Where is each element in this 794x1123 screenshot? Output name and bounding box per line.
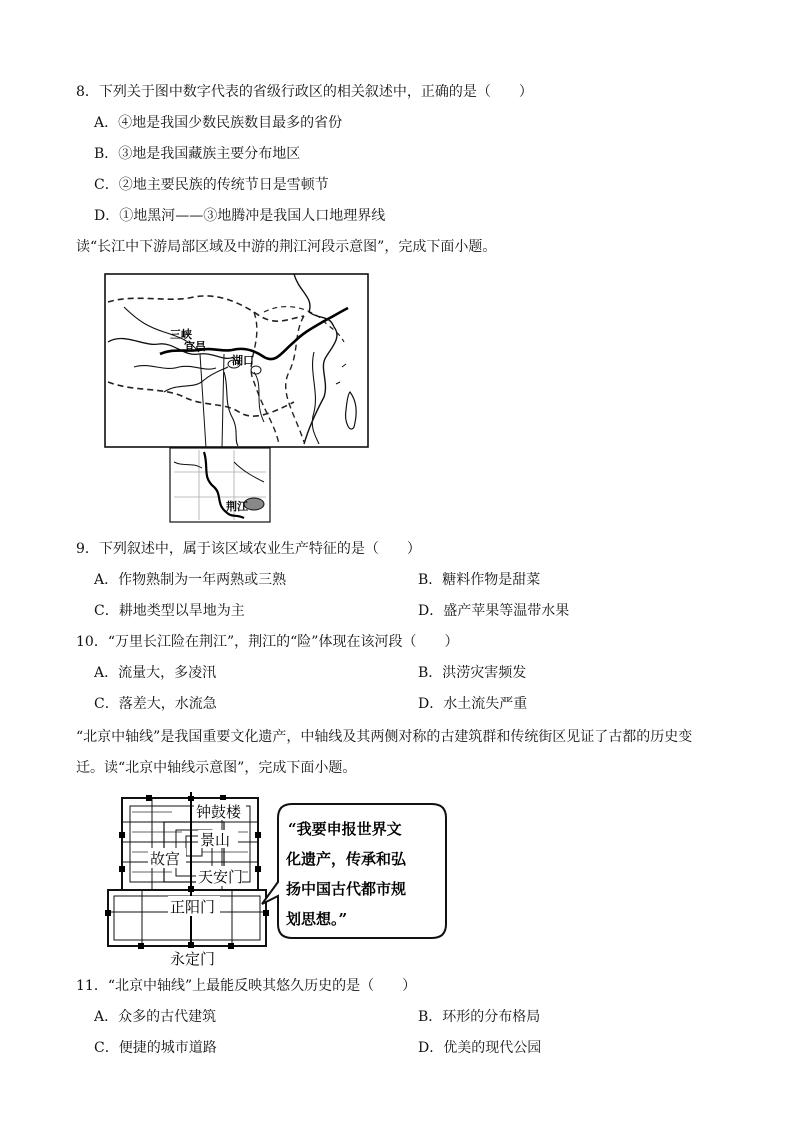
- intro-yangtze: 读“长江中下游局部区域及中游的荆江河段示意图”，完成下面小题。: [76, 239, 497, 255]
- q11-option-c: C．便捷的城市道路: [94, 1040, 217, 1056]
- label-yongdingmen: 永定门: [170, 950, 216, 968]
- bubble-line-4: 划思想。”: [286, 910, 348, 928]
- intro-beijing-line1: “北京中轴线”是我国重要文化遗产，中轴线及其两侧对称的古建筑群和传统街区见证了古都的历史变: [76, 729, 693, 745]
- q11-option-b: B．环形的分布格局: [418, 1009, 541, 1025]
- q8-stem: 8．下列关于图中数字代表的省级行政区的相关叙述中，正确的是（ ）: [76, 84, 533, 100]
- q11-option-a: A．众多的古代建筑: [94, 1009, 217, 1025]
- q10-option-b: B．洪涝灾害频发: [418, 665, 527, 681]
- bubble-line-3: 扬中国古代都市规: [286, 880, 407, 898]
- q8-option-b: B．③地是我国藏族主要分布地区: [94, 146, 301, 162]
- q8-option-d: D．①地黑河——③地腾冲是我国人口地理界线: [94, 208, 386, 224]
- q9-option-a: A．作物熟制为一年两熟或三熟: [94, 572, 287, 588]
- q11-option-d: D．优美的现代公园: [418, 1040, 542, 1056]
- intro-beijing-line2: 迁。读“北京中轴线示意图”，完成下面小题。: [76, 760, 357, 776]
- label-jingshan: 景山: [200, 831, 231, 849]
- q9-option-c: C．耕地类型以旱地为主: [94, 603, 245, 619]
- q10-option-c: C．落差大，水流急: [94, 696, 217, 712]
- q9-option-d: D．盛产苹果等温带水果: [418, 603, 570, 619]
- bubble-line-1: “我要申报世界文: [288, 820, 402, 838]
- beijing-axis-map: [102, 792, 452, 970]
- q11-stem: 11．“北京中轴线”上最能反映其悠久历史的是（ ）: [76, 978, 417, 994]
- label-gugong: 故宫: [150, 850, 181, 868]
- q9-option-b: B．糖料作物是甜菜: [418, 572, 541, 588]
- q10-option-a: A．流量大，多凌汛: [94, 665, 217, 681]
- label-yichang: 宜昌: [184, 340, 206, 353]
- label-hukou: 湖口: [232, 354, 254, 367]
- q10-stem: 10．“万里长江险在荆江”，荆江的“险”体现在该河段（ ）: [76, 634, 459, 650]
- q10-option-d: D．水土流失严重: [418, 696, 528, 712]
- label-jingjiang: 荆江: [226, 500, 248, 513]
- label-sanxia: 三峡: [170, 328, 192, 341]
- label-zhengyangmen: 正阳门: [170, 898, 216, 916]
- q9-stem: 9．下列叙述中，属于该区域农业生产特征的是（ ）: [76, 541, 421, 557]
- q8-option-c: C．②地主要民族的传统节日是雪顿节: [94, 177, 329, 193]
- yangtze-map: [104, 272, 374, 524]
- bubble-line-2: 化遗产，传承和弘: [286, 850, 407, 868]
- label-zhonggulou: 钟鼓楼: [196, 803, 242, 821]
- label-tiananmen: 天安门: [198, 868, 244, 886]
- q8-option-a: A．④地是我国少数民族数目最多的省份: [94, 115, 343, 131]
